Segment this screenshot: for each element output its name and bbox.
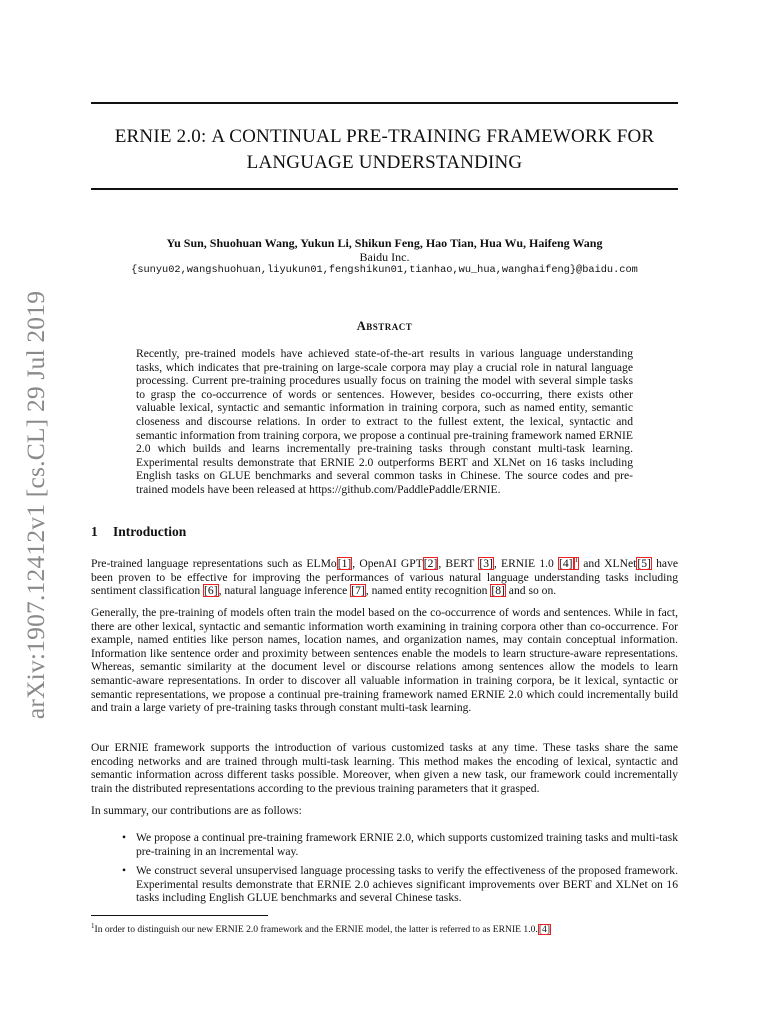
p1-text: and so on. [505, 584, 557, 598]
citation-link[interactable]: [2] [423, 557, 438, 570]
citation-link[interactable]: [8] [491, 584, 505, 598]
p1-text: , ERNIE 1.0 [493, 557, 559, 570]
section-heading [91, 524, 186, 540]
title-rest-line1: A CONTINUAL PRE-TRAINING FRAMEWORK FOR [211, 126, 655, 147]
bullet-icon: • [122, 831, 127, 844]
arxiv-sidebar [14, 283, 58, 727]
abstract-heading: Abstract [356, 319, 413, 333]
author-emails: {sunyu02,wangshuohuan,liyukun01,fengshikun01,tianhao,wu_hua,wanghaifeng}@baidu.com [131, 264, 638, 276]
p1-text: and XLNet [579, 557, 637, 570]
title-bottom-rule [91, 188, 678, 190]
p1-text: , natural language inference [218, 584, 351, 598]
p1-text: Pre-trained language representations such as ELMo [91, 557, 337, 570]
footnote-mark: 1 [91, 922, 95, 930]
section-number: 1 [91, 524, 98, 539]
intro-paragraph-1 [91, 557, 678, 598]
citation-link[interactable]: [1] [337, 557, 352, 570]
intro-paragraph-3: Our ERNIE framework supports the introduction of various customized tasks at any time. These tasks share the same encoding networks and are trained through multi-task learning. This method makes the encoding of lexical, syntactic and semantic information across different tasks possible. Moreover, when given a new task, our framework could incrementally train the distributed representations according to the previous training parameters that it grasped. [91, 741, 678, 795]
p1-text: , OpenAI GPT [352, 557, 423, 570]
footnote-text: In order to distinguish our new ERNIE 2.0 framework and the ERNIE model, the latter is referred to as ERNIE 1.0. [94, 924, 538, 936]
affiliation: Baidu Inc. [359, 250, 410, 264]
title-rest-line2: LANGUAGE UNDERSTANDING [246, 152, 523, 173]
authors: Yu Sun, Shuohuan Wang, Yukun Li, Shikun Feng, Hao Tian, Hua Wu, Haifeng Wang [166, 236, 603, 250]
footnote [91, 920, 678, 936]
p1-text: , BERT [438, 557, 479, 570]
paper-title [91, 124, 678, 176]
list-item-text: We propose a continual pre-training framework ERNIE 2.0, which supports customized training tasks and multi-task pre-training in an incremental way. [136, 831, 678, 858]
contributions-list [118, 831, 678, 911]
citation-link[interactable]: [6] [204, 584, 218, 598]
citation-link[interactable]: [4] [559, 557, 573, 570]
citation-link[interactable]: [5] [637, 557, 651, 570]
bullet-icon: • [122, 864, 127, 878]
intro-paragraph-2: Generally, the pre-training of models often train the model based on the co-occurrence of words and sentences. While in fact, there are other lexical, syntactic and semantic information worth examining in training corpora other than co-occurrence. For example, named entities like person names, location names, and organization names, may contain conceptual information. Information like sentence order and proximity between sentences enable the models to learn structure-aware representations. Whereas, semantic similarity at the document level or discourse relations among sentences allow the models to learn semantic-aware representations. In order to discover all valuable information in training corpora, be it lexical, syntactic or semantic representations, we propose a continual pre-training framework named ERNIE 2.0 which could incrementally build and train a large variety of pre-training tasks through constant multi-task learning. [91, 606, 678, 715]
citation-link[interactable]: [7] [351, 584, 365, 598]
intro-paragraph-4: In summary, our contributions are as follows: [91, 804, 302, 817]
list-item-text: We construct several unsupervised language processing tasks to verify the effectiveness of the proposed framework. Experimental results demonstrate that ERNIE 2.0 achieves significant improvements over BERT and XLNet on 16 tasks including English GLUE benchmarks and several Chinese tasks. [136, 864, 678, 905]
title-top-rule [91, 102, 678, 104]
list-item [118, 864, 678, 905]
citation-link[interactable]: [4] [538, 924, 551, 936]
p1-text: have been proven to be effective for improving the performances of various natural language understanding tasks including sentiment classification [91, 557, 679, 598]
abstract-text: Recently, pre-trained models have achieved state-of-the-art results in various language understanding tasks, which indicates that pre-training on large-scale corpora may play a crucial role in natural language processing. Current pre-training procedures usually focus on training the model with several simple tasks to grasp the co-occurrence of words or sentences. However, besides co-occurring, there exists other valuable lexical, syntactic and semantic information in training corpora, such as named entity, semantic closeness and discourse relations. In order to extract to the fullest extent, the lexical, syntactic and semantic information from training corpora, we propose a continual pre-training framework named ERNIE 2.0 which builds and learns incrementally pre-training tasks through constant multi-task learning. Experimental results demonstrate that ERNIE 2.0 outperforms BERT and XLNet on 16 tasks including English tasks on GLUE benchmarks and several common tasks in Chinese. The source codes and pre-trained models have been released at https://github.com/PaddlePaddle/ERNIE. [136, 347, 633, 496]
footnote-marker: 1 [574, 556, 579, 565]
title-main: ERNIE 2.0: [114, 126, 207, 147]
footnote-rule [91, 915, 268, 916]
arxiv-identifier: arXiv:1907.12412v1 [cs.CL] 29 Jul 2019 [21, 290, 51, 720]
list-item [118, 831, 678, 858]
section-title: Introduction [113, 524, 187, 539]
p1-text: , named entity recognition [365, 584, 491, 598]
citation-link[interactable]: [3] [479, 557, 493, 570]
